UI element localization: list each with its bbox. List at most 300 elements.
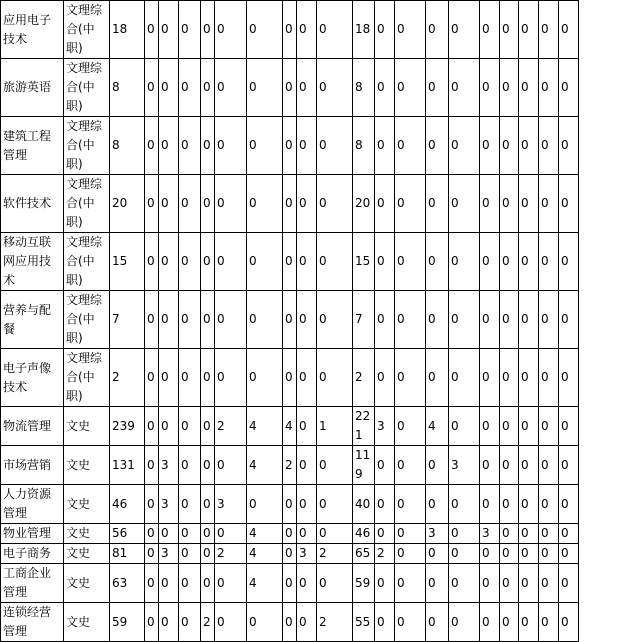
- count-cell: 0: [559, 564, 579, 603]
- count-cell: 0: [145, 117, 159, 175]
- subject-cell: 文理综合(中职): [64, 1, 110, 59]
- count-cell: 0: [559, 233, 579, 291]
- table-row: [1, 349, 579, 407]
- count-cell: 20: [110, 175, 145, 233]
- major-cell: 电子声像技术: [1, 349, 64, 407]
- count-cell: 0: [395, 175, 426, 233]
- count-cell: 0: [519, 349, 539, 407]
- count-cell: 0: [159, 564, 179, 603]
- table-row: [1, 175, 579, 233]
- count-cell: 0: [559, 446, 579, 485]
- count-cell: 63: [110, 564, 145, 603]
- count-cell: 0: [559, 117, 579, 175]
- count-cell: 0: [375, 485, 395, 524]
- count-cell: 0: [426, 446, 449, 485]
- count-cell: 0: [283, 59, 297, 117]
- count-cell: 0: [519, 446, 539, 485]
- count-cell: 0: [297, 407, 317, 446]
- count-cell: 0: [247, 349, 283, 407]
- count-cell: 119: [353, 446, 375, 485]
- count-cell: 0: [539, 117, 559, 175]
- count-cell: 0: [395, 564, 426, 603]
- major-cell: 连锁经营管理: [1, 603, 64, 642]
- count-cell: 0: [480, 544, 500, 564]
- count-cell: 3: [426, 524, 449, 544]
- count-cell: 0: [179, 446, 201, 485]
- count-cell: 0: [283, 349, 297, 407]
- count-cell: 0: [539, 349, 559, 407]
- count-cell: 0: [297, 117, 317, 175]
- count-cell: 0: [426, 59, 449, 117]
- count-cell: 0: [480, 485, 500, 524]
- count-cell: 3: [215, 485, 247, 524]
- count-cell: 0: [179, 524, 201, 544]
- count-cell: 0: [426, 291, 449, 349]
- count-cell: 7: [110, 291, 145, 349]
- count-cell: 0: [201, 407, 215, 446]
- count-cell: 0: [201, 544, 215, 564]
- count-cell: 2: [353, 349, 375, 407]
- count-cell: 0: [145, 485, 159, 524]
- count-cell: 0: [426, 349, 449, 407]
- subject-cell: 文理综合(中职): [64, 117, 110, 175]
- count-cell: 0: [395, 603, 426, 642]
- count-cell: 0: [297, 175, 317, 233]
- count-cell: 18: [110, 1, 145, 59]
- count-cell: 81: [110, 544, 145, 564]
- count-cell: 0: [539, 446, 559, 485]
- count-cell: 0: [297, 603, 317, 642]
- count-cell: 0: [559, 603, 579, 642]
- count-cell: 0: [215, 564, 247, 603]
- major-cell: 工商企业管理: [1, 564, 64, 603]
- count-cell: 0: [500, 291, 519, 349]
- count-cell: 7: [353, 291, 375, 349]
- count-cell: 0: [539, 1, 559, 59]
- count-cell: 0: [297, 291, 317, 349]
- count-cell: 0: [159, 117, 179, 175]
- table-row: [1, 524, 579, 544]
- count-cell: 0: [395, 291, 426, 349]
- count-cell: 0: [539, 291, 559, 349]
- count-cell: 131: [110, 446, 145, 485]
- major-cell: 物流管理: [1, 407, 64, 446]
- count-cell: 0: [395, 485, 426, 524]
- count-cell: 0: [480, 233, 500, 291]
- count-cell: 40: [353, 485, 375, 524]
- count-cell: 0: [317, 233, 353, 291]
- count-cell: 0: [179, 407, 201, 446]
- count-cell: 0: [500, 485, 519, 524]
- count-cell: 0: [375, 349, 395, 407]
- count-cell: 0: [519, 117, 539, 175]
- count-cell: 2: [283, 446, 297, 485]
- subject-cell: 文史: [64, 524, 110, 544]
- count-cell: 0: [179, 233, 201, 291]
- count-cell: 0: [215, 175, 247, 233]
- table-row: [1, 59, 579, 117]
- count-cell: 0: [201, 233, 215, 291]
- count-cell: 0: [317, 175, 353, 233]
- count-cell: 0: [426, 1, 449, 59]
- count-cell: 0: [179, 117, 201, 175]
- count-cell: 2: [317, 544, 353, 564]
- count-cell: 0: [297, 233, 317, 291]
- count-cell: 0: [449, 349, 480, 407]
- count-cell: 0: [317, 1, 353, 59]
- count-cell: 0: [395, 1, 426, 59]
- count-cell: 0: [201, 59, 215, 117]
- count-cell: 0: [179, 603, 201, 642]
- count-cell: 0: [480, 59, 500, 117]
- count-cell: 0: [500, 603, 519, 642]
- count-cell: 0: [480, 175, 500, 233]
- subject-cell: 文史: [64, 485, 110, 524]
- count-cell: 0: [539, 603, 559, 642]
- count-cell: 0: [559, 407, 579, 446]
- count-cell: 0: [480, 564, 500, 603]
- count-cell: 0: [179, 175, 201, 233]
- count-cell: 0: [519, 544, 539, 564]
- count-cell: 0: [426, 544, 449, 564]
- count-cell: 0: [317, 117, 353, 175]
- count-cell: 0: [449, 1, 480, 59]
- count-cell: 0: [539, 175, 559, 233]
- table-body: [1, 1, 579, 642]
- subject-cell: 文史: [64, 407, 110, 446]
- count-cell: 0: [519, 175, 539, 233]
- count-cell: 0: [395, 59, 426, 117]
- count-cell: 0: [145, 603, 159, 642]
- count-cell: 0: [519, 291, 539, 349]
- count-cell: 3: [297, 544, 317, 564]
- count-cell: 0: [375, 233, 395, 291]
- count-cell: 0: [500, 524, 519, 544]
- count-cell: 59: [353, 564, 375, 603]
- count-cell: 0: [179, 485, 201, 524]
- count-cell: 0: [159, 407, 179, 446]
- table-row: [1, 117, 579, 175]
- count-cell: 0: [247, 603, 283, 642]
- count-cell: 0: [539, 485, 559, 524]
- count-cell: 2: [215, 544, 247, 564]
- major-cell: 营养与配餐: [1, 291, 64, 349]
- count-cell: 0: [539, 59, 559, 117]
- count-cell: 0: [519, 564, 539, 603]
- count-cell: 0: [283, 564, 297, 603]
- count-cell: 0: [159, 524, 179, 544]
- count-cell: 0: [375, 59, 395, 117]
- count-cell: 0: [297, 59, 317, 117]
- count-cell: 0: [559, 544, 579, 564]
- count-cell: 8: [110, 59, 145, 117]
- count-cell: 0: [297, 349, 317, 407]
- subject-cell: 文理综合(中职): [64, 233, 110, 291]
- count-cell: 0: [395, 407, 426, 446]
- count-cell: 0: [247, 175, 283, 233]
- count-cell: 0: [297, 485, 317, 524]
- major-cell: 建筑工程管理: [1, 117, 64, 175]
- count-cell: 0: [159, 349, 179, 407]
- count-cell: 18: [353, 1, 375, 59]
- count-cell: 0: [539, 564, 559, 603]
- count-cell: 0: [283, 291, 297, 349]
- count-cell: 0: [159, 233, 179, 291]
- count-cell: 0: [500, 446, 519, 485]
- count-cell: 0: [500, 349, 519, 407]
- count-cell: 0: [395, 524, 426, 544]
- count-cell: 0: [145, 59, 159, 117]
- count-cell: 0: [283, 1, 297, 59]
- count-cell: 0: [215, 117, 247, 175]
- count-cell: 0: [559, 1, 579, 59]
- count-cell: 0: [426, 175, 449, 233]
- count-cell: 0: [159, 291, 179, 349]
- count-cell: 0: [426, 564, 449, 603]
- count-cell: 0: [145, 544, 159, 564]
- count-cell: 0: [480, 1, 500, 59]
- count-cell: 0: [283, 524, 297, 544]
- count-cell: 4: [247, 524, 283, 544]
- count-cell: 4: [247, 446, 283, 485]
- count-cell: 0: [426, 117, 449, 175]
- table-row: [1, 233, 579, 291]
- subject-cell: 文史: [64, 564, 110, 603]
- count-cell: 0: [449, 291, 480, 349]
- count-cell: 0: [317, 59, 353, 117]
- count-cell: 0: [519, 407, 539, 446]
- count-cell: 0: [375, 603, 395, 642]
- count-cell: 0: [201, 524, 215, 544]
- count-cell: 0: [247, 233, 283, 291]
- table-row: [1, 485, 579, 524]
- count-cell: 0: [559, 349, 579, 407]
- count-cell: 0: [145, 349, 159, 407]
- count-cell: 0: [500, 564, 519, 603]
- count-cell: 0: [500, 1, 519, 59]
- count-cell: 0: [317, 349, 353, 407]
- count-cell: 0: [215, 59, 247, 117]
- count-cell: 0: [247, 117, 283, 175]
- count-cell: 0: [480, 117, 500, 175]
- major-cell: 物业管理: [1, 524, 64, 544]
- count-cell: 0: [201, 349, 215, 407]
- table-row: [1, 544, 579, 564]
- count-cell: 0: [247, 291, 283, 349]
- count-cell: 0: [215, 291, 247, 349]
- major-cell: 电子商务: [1, 544, 64, 564]
- count-cell: 0: [179, 291, 201, 349]
- count-cell: 0: [317, 564, 353, 603]
- count-cell: 0: [395, 544, 426, 564]
- count-cell: 0: [317, 485, 353, 524]
- count-cell: 0: [559, 175, 579, 233]
- count-cell: 0: [179, 544, 201, 564]
- count-cell: 0: [539, 544, 559, 564]
- count-cell: 0: [283, 603, 297, 642]
- count-cell: 0: [201, 175, 215, 233]
- count-cell: 0: [247, 485, 283, 524]
- count-cell: 0: [179, 349, 201, 407]
- subject-cell: 文理综合(中职): [64, 349, 110, 407]
- count-cell: 0: [215, 1, 247, 59]
- count-cell: 8: [353, 117, 375, 175]
- count-cell: 0: [215, 603, 247, 642]
- count-cell: 0: [375, 446, 395, 485]
- count-cell: 0: [201, 117, 215, 175]
- count-cell: 8: [353, 59, 375, 117]
- count-cell: 0: [283, 233, 297, 291]
- table-row: [1, 291, 579, 349]
- count-cell: 4: [247, 564, 283, 603]
- major-cell: 人力资源管理: [1, 485, 64, 524]
- count-cell: 0: [283, 485, 297, 524]
- count-cell: 0: [179, 564, 201, 603]
- count-cell: 46: [353, 524, 375, 544]
- major-cell: 旅游英语: [1, 59, 64, 117]
- count-cell: 0: [283, 175, 297, 233]
- count-cell: 0: [375, 524, 395, 544]
- count-cell: 0: [449, 117, 480, 175]
- count-cell: 0: [426, 485, 449, 524]
- table-row: [1, 564, 579, 603]
- count-cell: 0: [145, 446, 159, 485]
- count-cell: 0: [375, 564, 395, 603]
- table-row: [1, 446, 579, 485]
- count-cell: 0: [317, 291, 353, 349]
- count-cell: 0: [559, 524, 579, 544]
- count-cell: 0: [201, 485, 215, 524]
- count-cell: 0: [179, 1, 201, 59]
- count-cell: 55: [353, 603, 375, 642]
- count-cell: 0: [480, 446, 500, 485]
- count-cell: 2: [317, 603, 353, 642]
- count-cell: 0: [215, 349, 247, 407]
- count-cell: 0: [559, 59, 579, 117]
- count-cell: 2: [110, 349, 145, 407]
- count-cell: 0: [449, 544, 480, 564]
- count-cell: 20: [353, 175, 375, 233]
- major-cell: 软件技术: [1, 175, 64, 233]
- count-cell: 0: [297, 524, 317, 544]
- count-cell: 0: [519, 524, 539, 544]
- count-cell: 0: [395, 117, 426, 175]
- count-cell: 0: [539, 524, 559, 544]
- subject-cell: 文理综合(中职): [64, 59, 110, 117]
- count-cell: 15: [110, 233, 145, 291]
- count-cell: 0: [480, 349, 500, 407]
- count-cell: 0: [145, 233, 159, 291]
- count-cell: 0: [519, 485, 539, 524]
- count-cell: 0: [500, 59, 519, 117]
- count-cell: 0: [449, 407, 480, 446]
- count-cell: 0: [519, 233, 539, 291]
- count-cell: 0: [283, 544, 297, 564]
- major-cell: 应用电子技术: [1, 1, 64, 59]
- count-cell: 0: [297, 446, 317, 485]
- count-cell: 4: [283, 407, 297, 446]
- count-cell: 0: [317, 524, 353, 544]
- count-cell: 15: [353, 233, 375, 291]
- count-cell: 2: [215, 407, 247, 446]
- count-cell: 0: [247, 1, 283, 59]
- count-cell: 3: [375, 407, 395, 446]
- count-cell: 0: [247, 59, 283, 117]
- count-cell: 8: [110, 117, 145, 175]
- count-cell: 0: [375, 291, 395, 349]
- count-cell: 0: [449, 485, 480, 524]
- count-cell: 2: [201, 603, 215, 642]
- count-cell: 0: [375, 1, 395, 59]
- count-cell: 3: [159, 544, 179, 564]
- count-cell: 0: [500, 544, 519, 564]
- count-cell: 4: [247, 407, 283, 446]
- count-cell: 3: [159, 446, 179, 485]
- count-cell: 0: [145, 1, 159, 59]
- count-cell: 0: [449, 233, 480, 291]
- count-cell: 0: [201, 446, 215, 485]
- count-cell: 0: [159, 1, 179, 59]
- count-cell: 0: [539, 233, 559, 291]
- count-cell: 0: [519, 1, 539, 59]
- count-cell: 3: [480, 524, 500, 544]
- count-cell: 0: [500, 407, 519, 446]
- count-cell: 0: [179, 59, 201, 117]
- count-cell: 0: [449, 603, 480, 642]
- count-cell: 0: [297, 564, 317, 603]
- count-cell: 0: [159, 59, 179, 117]
- count-cell: 0: [395, 446, 426, 485]
- count-cell: 0: [480, 603, 500, 642]
- count-cell: 0: [297, 1, 317, 59]
- subject-cell: 文史: [64, 603, 110, 642]
- count-cell: 0: [145, 407, 159, 446]
- count-cell: 0: [159, 175, 179, 233]
- count-cell: 239: [110, 407, 145, 446]
- count-cell: 0: [201, 1, 215, 59]
- count-cell: 0: [449, 524, 480, 544]
- count-cell: 0: [539, 407, 559, 446]
- count-cell: 65: [353, 544, 375, 564]
- count-cell: 0: [500, 117, 519, 175]
- count-cell: 0: [559, 485, 579, 524]
- count-cell: 1: [317, 407, 353, 446]
- count-cell: 0: [480, 407, 500, 446]
- subject-cell: 文史: [64, 446, 110, 485]
- major-cell: 市场营销: [1, 446, 64, 485]
- count-cell: 0: [375, 175, 395, 233]
- count-cell: 0: [215, 233, 247, 291]
- count-cell: 0: [426, 233, 449, 291]
- count-cell: 0: [145, 524, 159, 544]
- count-cell: 0: [201, 564, 215, 603]
- count-cell: 0: [395, 233, 426, 291]
- count-cell: 0: [317, 446, 353, 485]
- count-cell: 0: [519, 603, 539, 642]
- count-cell: 56: [110, 524, 145, 544]
- table-row: [1, 407, 579, 446]
- count-cell: 0: [395, 349, 426, 407]
- major-cell: 移动互联网应用技术: [1, 233, 64, 291]
- count-cell: 2: [375, 544, 395, 564]
- count-cell: 0: [500, 175, 519, 233]
- count-cell: 0: [145, 564, 159, 603]
- count-cell: 0: [201, 291, 215, 349]
- count-cell: 0: [145, 175, 159, 233]
- count-cell: 0: [449, 175, 480, 233]
- count-cell: 0: [480, 291, 500, 349]
- count-cell: 3: [449, 446, 480, 485]
